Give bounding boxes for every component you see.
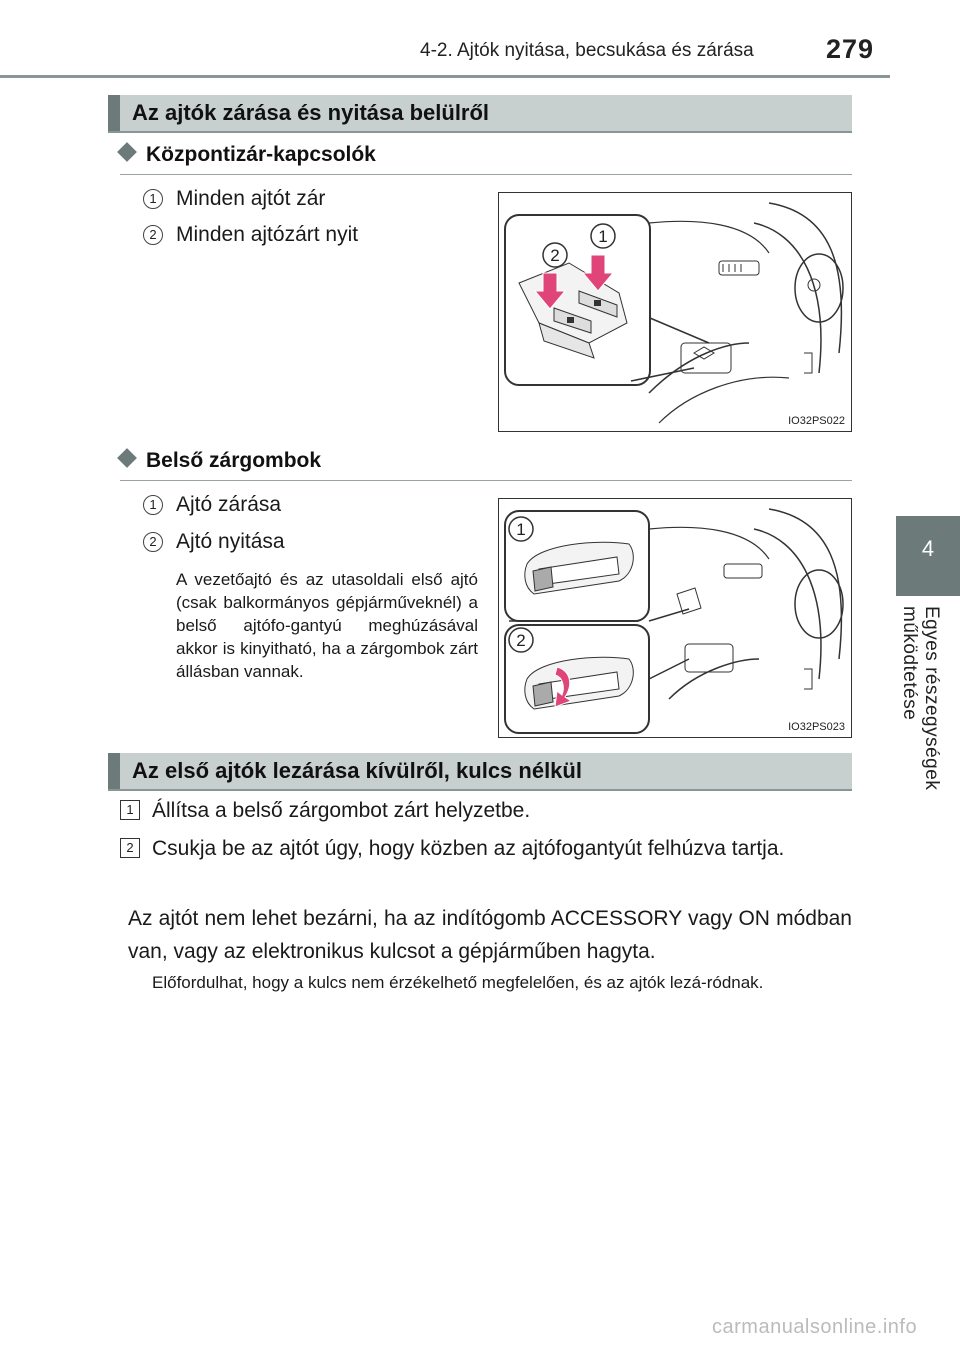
item-number-badge: 1 xyxy=(143,495,163,515)
step-number-badge: 1 xyxy=(120,800,140,820)
chapter-number: 4 xyxy=(921,536,935,561)
section-heading-inside: Az ajtók zárása és nyitása belülről xyxy=(108,95,852,131)
item-number-badge: 2 xyxy=(143,532,163,552)
subheading-rule xyxy=(120,174,852,175)
item-text: Ajtó zárása xyxy=(176,493,282,516)
section-heading-rule xyxy=(108,789,852,791)
callout-1: 1 xyxy=(598,227,608,246)
item-number-badge: 2 xyxy=(143,225,163,245)
door-handle-illustration xyxy=(499,499,852,738)
item-text: Ajtó nyitása xyxy=(176,530,285,553)
chapter-title: Egyes részegységek működtetése xyxy=(899,606,942,791)
page-number: 279 xyxy=(826,34,875,64)
callout-2: 2 xyxy=(516,631,526,650)
diamond-bullet-icon xyxy=(117,448,137,468)
subheading-rule xyxy=(120,480,852,481)
dashboard-illustration xyxy=(499,193,852,432)
callout-1: 1 xyxy=(516,520,526,539)
subheading-inner-lock-buttons: Belső zárgombok xyxy=(120,449,321,473)
step-text: Állítsa a belső zárgombot zárt helyzetbe. xyxy=(152,799,531,822)
section-heading-rule xyxy=(108,131,852,133)
note-paragraph: Előfordulhat, hogy a kulcs nem érzékelhető megfelelően, és az ajtók lezá-ródnak. xyxy=(152,973,764,992)
figure-code: IO32PS023 xyxy=(788,721,845,733)
step-text: Csukja be az ajtót úgy, hogy közben az ajtófogantyút felhúzva tartja. xyxy=(152,837,785,860)
diamond-bullet-icon xyxy=(117,142,137,162)
section-heading-outside: Az első ajtók lezárása kívülről, kulcs nélkül xyxy=(108,753,852,789)
header-rule xyxy=(0,75,890,78)
item-text: Minden ajtót zár xyxy=(176,187,326,210)
item-text: Minden ajtózárt nyit xyxy=(176,223,359,246)
note-paragraph: A vezetőajtó és az utasoldali első ajtó (csak balkormányos gépjárműveknél) a belső ajtófo-gantyú meghúzásával akkor is kinyitható, ha a zárgombok zárt állásban vannak. xyxy=(176,570,478,681)
info-paragraph: Az ajtót nem lehet bezárni, ha az indítógomb ACCESSORY vagy ON módban van, vagy az elektronikus kulcsot a gépjárműben hagyta. xyxy=(128,907,852,963)
step-number-badge: 2 xyxy=(120,838,140,858)
item-number-badge: 1 xyxy=(143,189,163,209)
figure-code: IO32PS022 xyxy=(788,415,845,427)
running-header-title: 4-2. Ajtók nyitása, becsukása és zárása xyxy=(420,40,754,61)
figure-central-lock-switches xyxy=(498,192,852,432)
callout-2: 2 xyxy=(550,246,560,265)
subheading-central-lock: Központizár-kapcsolók xyxy=(120,143,376,167)
watermark: carmanualsonline.info xyxy=(712,1316,918,1338)
figure-inner-lock-buttons xyxy=(498,498,852,738)
